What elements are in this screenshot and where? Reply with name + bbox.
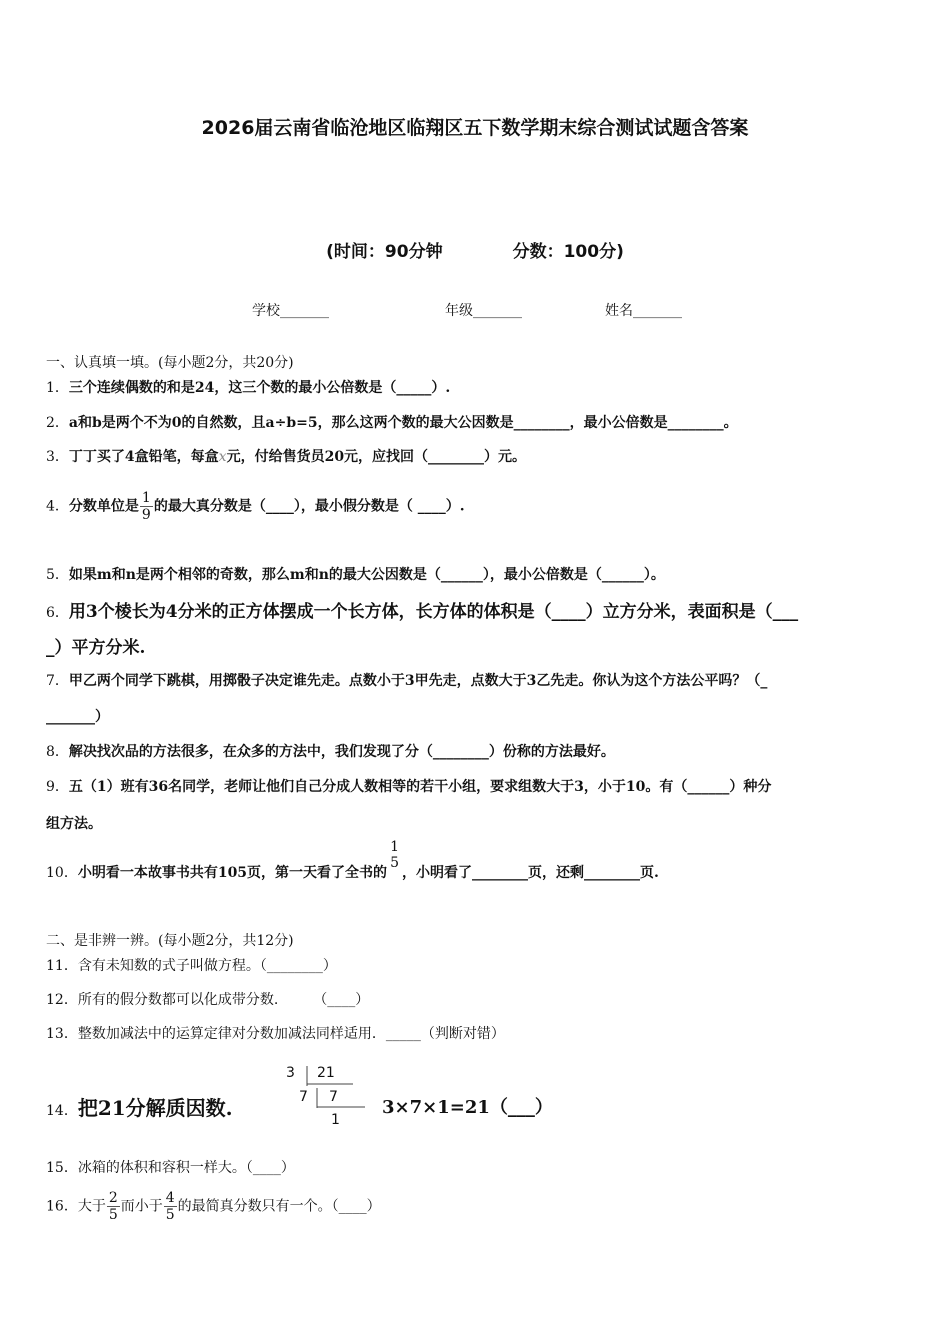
question-6: 6．用3个棱长为4分米的正方体摆成一个长方体，长方体的体积是（____）立方分米，表面积是（___ [46, 602, 799, 622]
question-7-continued: _______） [46, 709, 109, 725]
question-3: 3．丁丁买了4盒铅笔，每盒x元，付给售货员20元，应找回（________）元。 [46, 449, 527, 465]
section-1-heading: 一、认真填一填。(每小题2分，共20分) [46, 355, 294, 371]
question-4: 4．分数单位是 $\frac{1}{9}$ 的最大真分数是（____），最小假分数是（ ____）. [46, 490, 465, 523]
fraction-2-5: $\frac{2}{5}$ [108, 1190, 118, 1223]
fraction-4-5: $\frac{4}{5}$ [165, 1190, 175, 1223]
question-16: 16．大于 $\frac{2}{5}$ 而小于 $\frac{4}{5}$ 的最简真分数只有一个。（____） [46, 1190, 381, 1223]
question-7: 7．甲乙两个同学下跳棋，用掷骰子决定谁先走。点数小于3甲先走，点数大于3乙先走。你认为这个方法公平吗？（_ [46, 673, 768, 689]
fraction-1-5: 1 5 [390, 839, 399, 871]
question-1: 1．三个连续偶数的和是24，这三个数的最小公倍数是（_____）. [46, 380, 451, 396]
question-5: 5．如果m和n是两个相邻的奇数，那么m和n的最大公因数是（______），最小公倍数是（______）。 [46, 567, 665, 583]
question-10: 10．小明看一本故事书共有105页，第一天看了全书的 1 5 ，小明看了________页，还剩________页. [46, 839, 659, 881]
name-field[interactable]: 姓名_______ [605, 303, 682, 319]
question-15: 15．冰箱的体积和容积一样大。（____） [46, 1160, 295, 1176]
question-14-answer: 3×7×1=21（___） [382, 1097, 553, 1118]
fraction-1-9: $\frac{1}{9}$ [141, 490, 151, 523]
school-field[interactable]: 学校_______ [252, 303, 329, 319]
question-13: 13．整数加减法中的运算定律对分数加减法同样适用．_____（判断对错） [46, 1026, 505, 1042]
question-11: 11．含有未知数的式子叫做方程。（________） [46, 958, 337, 974]
question-12: 12．所有的假分数都可以化成带分数. （____） [46, 992, 370, 1008]
short-division-diagram: 3 21 7 7 1 [285, 1064, 365, 1130]
document-title: 2026届云南省临沧地区临翔区五下数学期末综合测试试题含答案 [201, 117, 749, 139]
section-2-heading: 二、是非辨一辨。(每小题2分，共12分) [46, 933, 294, 949]
question-9: 9．五（1）班有36名同学，老师让他们自己分成人数相等的若干小组，要求组数大于3，小于10。有（______）种分 [46, 779, 772, 795]
grade-field[interactable]: 年级_______ [445, 303, 522, 319]
question-2: 2．a和b是两个不为0的自然数，且a÷b=5，那么这两个数的最大公因数是________，最小公倍数是________。 [46, 415, 738, 431]
exam-time: (时间：90分钟 [326, 242, 443, 262]
exam-meta [0, 237, 950, 262]
exam-score: 分数：100分) [512, 242, 624, 262]
question-6-continued: _）平方分米. [46, 638, 146, 658]
question-8: 8．解决找次品的方法很多，在众多的方法中，我们发现了分（________）份称的方法最好。 [46, 744, 615, 760]
variable-x: x [218, 449, 227, 465]
question-14: 14．把21分解质因数. [46, 1096, 233, 1120]
question-9-continued: 组方法。 [46, 816, 102, 832]
division-lines [285, 1064, 365, 1130]
